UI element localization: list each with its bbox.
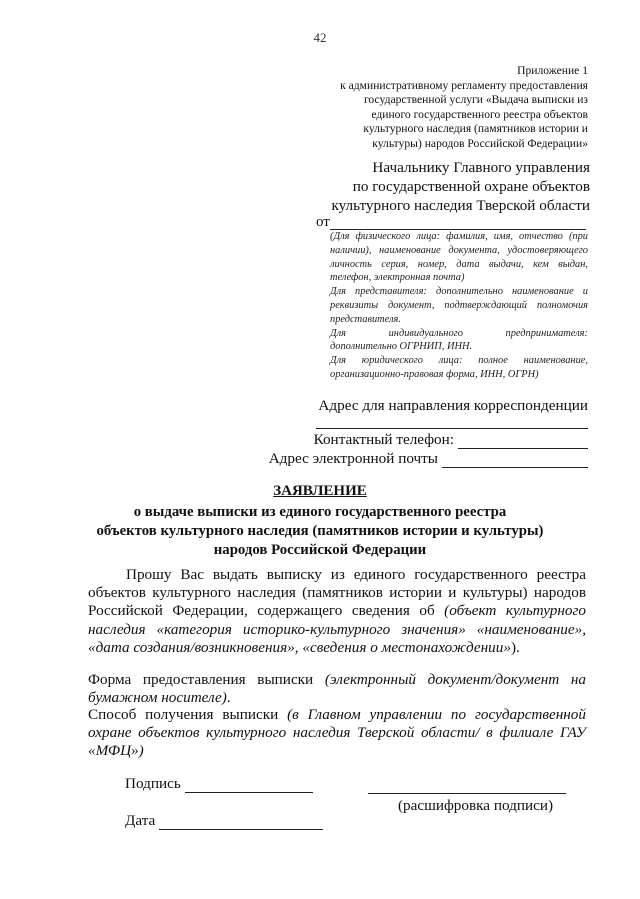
hint-entrepreneur-word: Для (330, 327, 346, 339)
title-line: народов Российской Федерации (213, 542, 427, 558)
date-row (125, 812, 323, 830)
signature-decode-label: (расшифровка подписи) (398, 797, 554, 814)
date-field[interactable] (159, 815, 323, 830)
request-text: Прошу Вас выдать выписку из единого государственного реестра объектов культурного наследия (памятников истории и культуры) народов Российской Федерации, содержащего сведения об (88, 566, 586, 620)
signature-field[interactable] (185, 778, 313, 793)
receipt-method-paragraph (88, 706, 586, 761)
correspondence-address-label: Адрес для направления корреспонденции (318, 397, 588, 414)
hint-individual: (Для физического лица: фамилия, имя, отчество (при наличии), наименование документа, удостоверяющего личность серия, номер, дата выдачи, кем выдан, телефон, электронная почта) (330, 231, 588, 284)
title-line: объектов культурного наследия (памятников истории и культуры) (96, 523, 544, 539)
addressee-line: по государственной охране объектов (352, 178, 590, 195)
phone-row (314, 431, 588, 449)
hint-entrepreneur-word: предпринимателя: (505, 327, 588, 339)
appendix-line: культурного наследия (памятников истории и (363, 122, 588, 136)
hint-entrepreneur-word: индивидуального (388, 327, 463, 339)
appendix-line: Приложение 1 (517, 64, 588, 77)
request-object-placeholder: (объект культурного наследия «категория историко-культурного значения» «наименование», «дата создания/возникновения», «сведения о местонахождении» (88, 602, 586, 656)
email-row (269, 450, 588, 468)
appendix-line: культуры) народов Российской Федерации» (372, 136, 588, 150)
hint-legal-entity: Для юридического лица: полное наименование, организационно-правовая форма, ИНН, ОГРН) (330, 355, 588, 380)
hint-representative: Для представителя: дополнительно наименование и реквизиты документ, подтверждающий полномочия представителя. (330, 286, 588, 325)
date-label: Дата (125, 812, 156, 829)
appendix-line: к административному регламенту предоставления (340, 78, 588, 92)
correspondence-address-field[interactable] (316, 428, 588, 429)
addressee-line: Начальнику Главного управления (372, 159, 590, 176)
request-end: ). (510, 638, 520, 656)
receipt-method-options: (в Главном управлении по государственной охране объектов культурного наследия Тверской области/ в филиале ГАУ «МФЦ») (88, 706, 586, 760)
applicant-hints (330, 230, 588, 382)
delivery-form-options: (электронный документ/документ на бумажном носителе) (88, 671, 586, 707)
email-label: Адрес электронной почты (268, 450, 438, 467)
signature-decode-field[interactable] (368, 793, 566, 794)
appendix-line: единого государственного реестра объектов (371, 107, 588, 121)
email-field[interactable] (442, 453, 588, 468)
title-line: о выдаче выписки из единого государственного реестра (133, 504, 507, 520)
delivery-form-label: Форма предоставления выписки (88, 671, 325, 688)
phone-label: Контактный телефон: (313, 431, 454, 448)
appendix-header (288, 64, 588, 152)
addressee-block (260, 158, 590, 215)
title-main: ЗАЯВЛЕНИЕ (273, 483, 367, 499)
hint-entrepreneur (330, 327, 588, 341)
phone-field[interactable] (458, 434, 588, 449)
page-number: 42 (313, 30, 327, 45)
signature-label: Подпись (125, 775, 181, 792)
delivery-form-paragraph (88, 671, 586, 707)
signature-row (125, 775, 313, 793)
hint-entrepreneur-rest: дополнительно ОГРНИП, ИНН. (330, 341, 473, 353)
appendix-line: государственной услуги «Выдача выписки из (363, 93, 588, 107)
statement-title (60, 482, 580, 560)
delivery-form-end: . (226, 689, 231, 707)
from-label: от (316, 214, 330, 230)
request-paragraph (88, 566, 586, 657)
receipt-method-label: Способ получения выписки (88, 706, 288, 723)
addressee-line: культурного наследия Тверской области (331, 197, 590, 214)
